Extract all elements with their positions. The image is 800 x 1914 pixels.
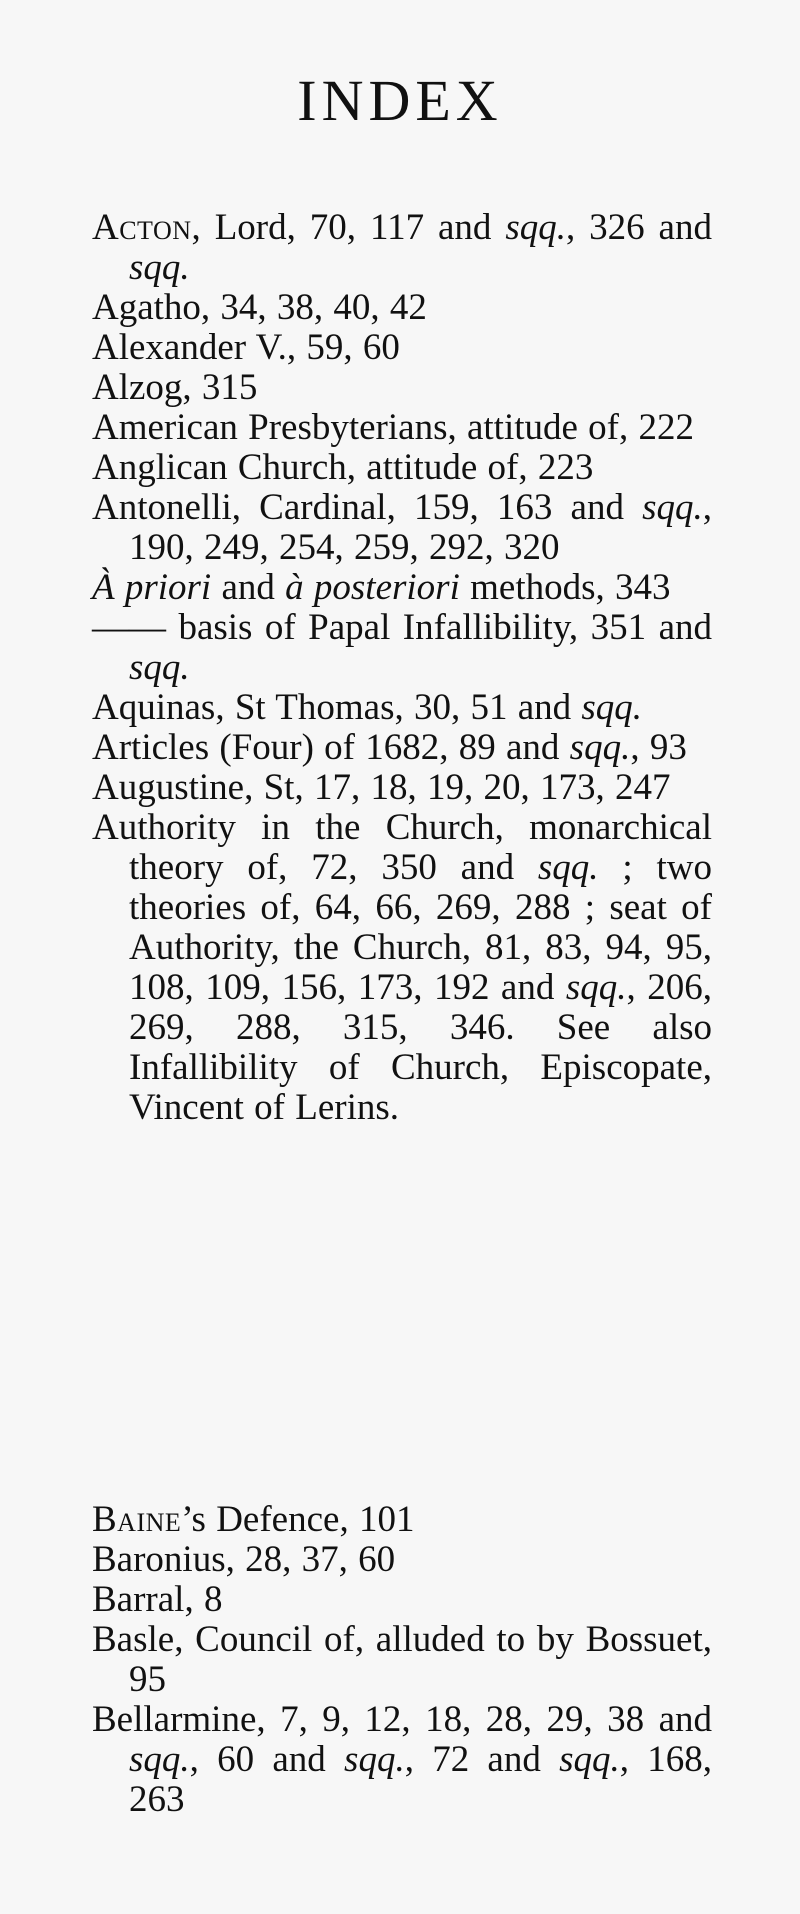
entry-text: , 206, 269, 288, 315, 346. See also Infallibility of Church, Episcopate, Vincent of Lerins.	[129, 967, 712, 1128]
entry-text: , 72 and	[404, 1739, 560, 1780]
entry-text: Acton	[92, 207, 192, 248]
entry-text: —— basis of Papal Infallibility, 351 and	[92, 607, 712, 648]
entry-text: , 326 and	[565, 207, 712, 248]
entry-text: Antonelli, Cardinal, 159, 163 and	[92, 487, 643, 528]
entry-text: sqq.	[559, 1739, 620, 1780]
entry-text: sqq.	[129, 647, 190, 688]
index-entry	[92, 1500, 712, 1540]
index-entry	[92, 688, 712, 728]
index-entry	[92, 1580, 712, 1620]
index-section-b	[92, 1500, 712, 1820]
entry-text: à posteriori	[285, 567, 460, 608]
entry-text: , Lord, 70, 117 and	[191, 207, 506, 248]
index-entry	[92, 368, 712, 408]
entry-text: Articles (Four) of 1682, 89 and	[92, 727, 570, 768]
entry-text: ; two theories of, 64, 66, 269, 288 ; seat of Authority, the Church, 81, 83, 94, 95, 108, 109, 156, 173, 192 and	[129, 847, 712, 1008]
index-entry	[92, 488, 712, 568]
index-entry	[92, 408, 712, 448]
entry-text: , 60 and	[189, 1739, 345, 1780]
index-entry	[92, 1540, 712, 1580]
index-entry	[92, 728, 712, 768]
entry-text: Agatho, 34, 38, 40, 42	[92, 287, 427, 328]
entry-text: Alzog, 315	[92, 367, 258, 408]
entry-text: , 168, 263	[129, 1739, 712, 1820]
entry-text: sqq.	[129, 247, 190, 288]
index-entry	[92, 448, 712, 488]
index-entry	[92, 568, 712, 608]
entry-text: Authority in the Church, monarchical theory of, 72, 350 and	[92, 807, 712, 888]
index-entry	[92, 1700, 712, 1820]
page-title: INDEX	[297, 68, 503, 133]
index-entry	[92, 768, 712, 808]
entry-text: sqq.	[581, 687, 643, 728]
entry-text: Anglican Church, attitude of, 223	[92, 447, 594, 488]
entry-text: sqq.	[344, 1739, 405, 1780]
entry-text: À priori	[92, 567, 212, 608]
entry-text: Baronius, 28, 37, 60	[92, 1539, 396, 1580]
entry-text: sqq.	[565, 967, 627, 1008]
entry-text: ’s Defence, 101	[181, 1499, 415, 1540]
index-section-a	[92, 208, 712, 1128]
entry-text: Bellarmine, 7, 9, 12, 18, 28, 29, 38 and	[92, 1699, 712, 1740]
index-entry	[92, 328, 712, 368]
entry-text: methods, 343	[459, 567, 671, 608]
entry-text: and	[211, 567, 286, 608]
index-entry	[92, 288, 712, 328]
index-entry	[92, 1620, 712, 1700]
entry-text: Baine	[92, 1499, 182, 1540]
entry-text: Basle, Council of, alluded to by Bossuet, 95	[92, 1619, 712, 1700]
entry-text: sqq.	[642, 487, 703, 528]
entry-text: sqq.	[505, 207, 566, 248]
entry-text: , 190, 249, 254, 259, 292, 320	[129, 487, 712, 568]
entry-text: sqq.	[129, 1739, 190, 1780]
entry-text: Alexander V., 59, 60	[92, 327, 400, 368]
index-entry	[92, 608, 712, 688]
entry-text: , 93	[630, 727, 687, 768]
index-entry	[92, 208, 712, 288]
index-entry	[92, 808, 712, 1128]
entry-text: sqq.	[537, 847, 599, 888]
entry-text: American Presbyterians, attitude of, 222	[92, 407, 694, 448]
entry-text: Aquinas, St Thomas, 30, 51 and	[92, 687, 582, 728]
entry-text: sqq.	[569, 727, 631, 768]
entry-text: Augustine, St, 17, 18, 19, 20, 173, 247	[92, 767, 671, 808]
entry-text: Barral, 8	[92, 1579, 223, 1620]
